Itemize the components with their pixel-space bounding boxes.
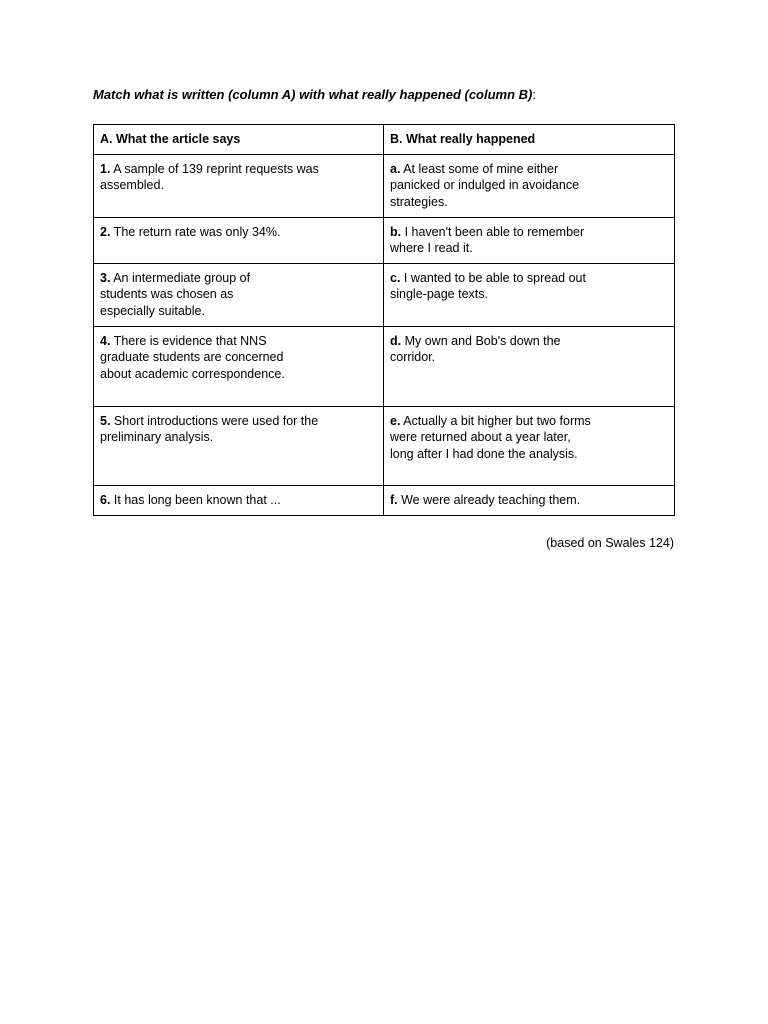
column-b-cell [384, 486, 675, 516]
item-number: 1. [100, 162, 111, 176]
column-a-cell [94, 264, 384, 327]
table-row [94, 407, 675, 486]
column-b-cell [384, 407, 675, 486]
item-number: 2. [100, 225, 111, 239]
column-b-cell [384, 264, 675, 327]
instruction-main: Match what is written (column A) with what really happened (column B) [93, 87, 533, 102]
column-a-cell [94, 218, 384, 264]
item-number: 3. [100, 271, 111, 285]
item-text: The return rate was only 34%. [110, 225, 281, 239]
column-a-header: A. What the article says [94, 125, 384, 155]
column-a-cell [94, 486, 384, 516]
column-b-cell [384, 218, 675, 264]
item-number: 6. [100, 493, 111, 507]
item-text: I haven't been able to remember where I read it. [390, 225, 585, 256]
column-a-cell [94, 155, 384, 218]
item-text: An intermediate group of students was chosen as especially suitable. [100, 271, 251, 318]
table-header-row [94, 125, 675, 155]
item-letter: e. [390, 414, 401, 428]
instruction-suffix: : [532, 87, 537, 102]
column-b-header: B. What really happened [384, 125, 675, 155]
table-row [94, 155, 675, 218]
table-row [94, 327, 675, 407]
table-row [94, 218, 675, 264]
table-row [94, 264, 675, 327]
item-text: My own and Bob's down the corridor. [390, 334, 561, 365]
item-text: I wanted to be able to spread out single-page texts. [390, 271, 586, 302]
item-text: Actually a bit higher but two forms were returned about a year later, long after I had done the analysis. [390, 414, 591, 461]
table-row [94, 486, 675, 516]
column-b-cell [384, 155, 675, 218]
item-text: At least some of mine either panicked or indulged in avoidance strategies. [390, 162, 580, 209]
item-text: Short introductions were used for the preliminary analysis. [100, 414, 319, 445]
item-letter: d. [390, 334, 402, 348]
item-text: It has long been known that ... [110, 493, 281, 507]
column-a-cell [94, 327, 384, 407]
column-b-cell [384, 327, 675, 407]
item-letter: c. [390, 271, 401, 285]
matching-table [93, 124, 675, 516]
item-letter: f. [390, 493, 398, 507]
item-letter: a. [390, 162, 401, 176]
citation-text: (based on Swales 124) [546, 536, 674, 550]
item-text: A sample of 139 reprint requests was assembled. [100, 162, 319, 193]
column-a-cell [94, 407, 384, 486]
item-number: 5. [100, 414, 111, 428]
item-letter: b. [390, 225, 402, 239]
item-text: There is evidence that NNS graduate students are concerned about academic correspondence. [100, 334, 285, 381]
item-text: We were already teaching them. [397, 493, 581, 507]
item-number: 4. [100, 334, 111, 348]
instruction-text [93, 87, 536, 103]
